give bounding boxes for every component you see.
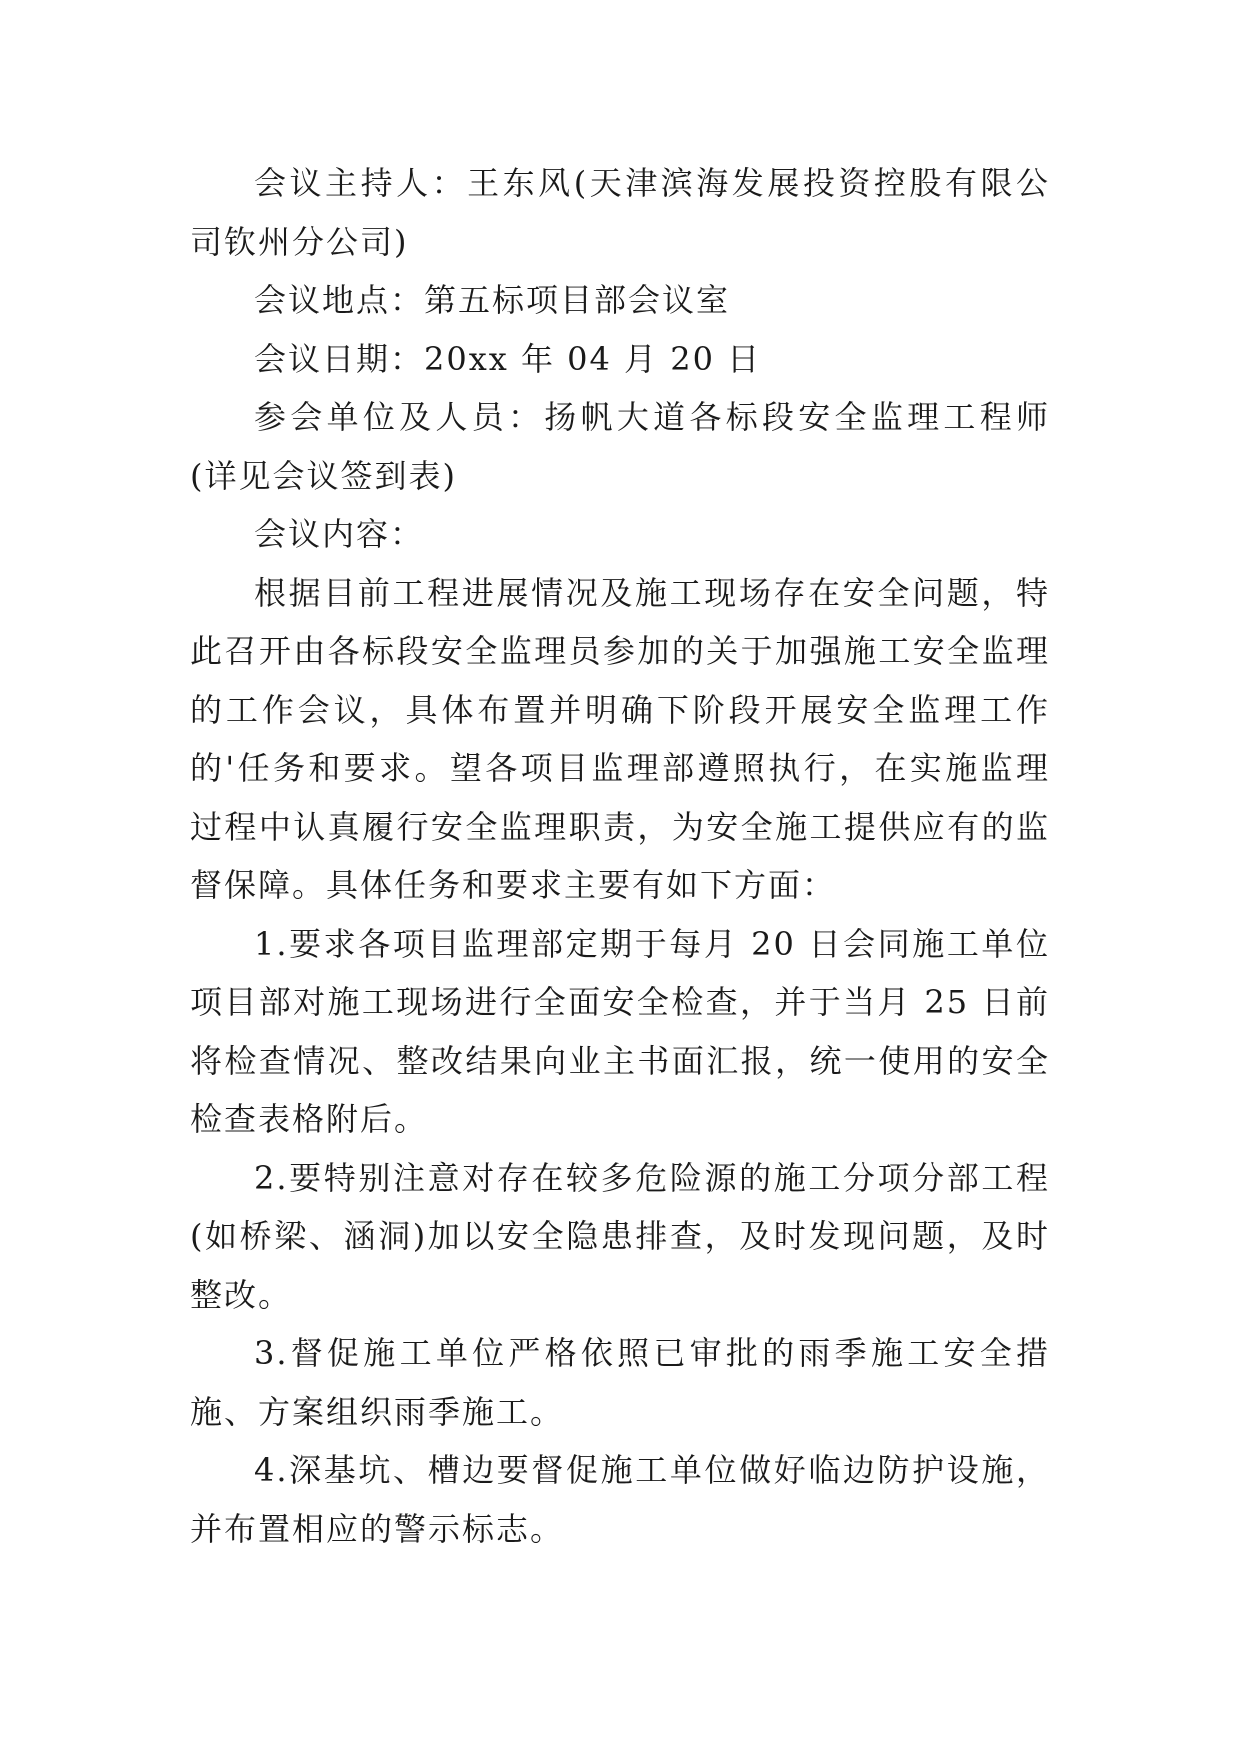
item-1-paragraph: 1.要求各项目监理部定期于每月 20 日会同施工单位项目部对施工现场进行全面安全检查，并于当月 25 日前将检查情况、整改结果向业主书面汇报，统一使用的安全检查表格附后。	[190, 924, 1050, 1138]
document-body	[190, 154, 1050, 1558]
item-3-paragraph: 3.督促施工单位严格依照已审批的雨季施工安全措施、方案组织雨季施工。	[190, 1334, 1050, 1431]
attendees-paragraph: 参会单位及人员：扬帆大道各标段安全监理工程师(详见会议签到表)	[190, 398, 1050, 495]
meeting-content-heading: 会议内容：	[254, 515, 425, 553]
item-2-paragraph: 2.要特别注意对存在较多危险源的施工分项分部工程(如桥梁、涵洞)加以安全隐患排查，及时发现问题，及时整改。	[190, 1158, 1050, 1314]
intro-paragraph: 根据目前工程进展情况及施工现场存在安全问题，特此召开由各标段安全监理员参加的关于加强施工安全监理的工作会议，具体布置并明确下阶段开展安全监理工作的'任务和要求。望各项目监理部遵照执行，在实施监理过程中认真履行安全监理职责，为安全施工提供应有的监督保障。具体任务和要求主要有如下方面：	[190, 573, 1050, 904]
meeting-host-paragraph: 会议主持人：王东风(天津滨海发展投资控股有限公司钦州分公司)	[190, 164, 1050, 261]
meeting-date-paragraph: 会议日期：20xx 年 04 月 20 日	[254, 339, 762, 378]
meeting-location-paragraph: 会议地点：第五标项目部会议室	[254, 281, 731, 319]
item-4-paragraph: 4.深基坑、槽边要督促施工单位做好临边防护设施，并布置相应的警示标志。	[190, 1451, 1050, 1548]
